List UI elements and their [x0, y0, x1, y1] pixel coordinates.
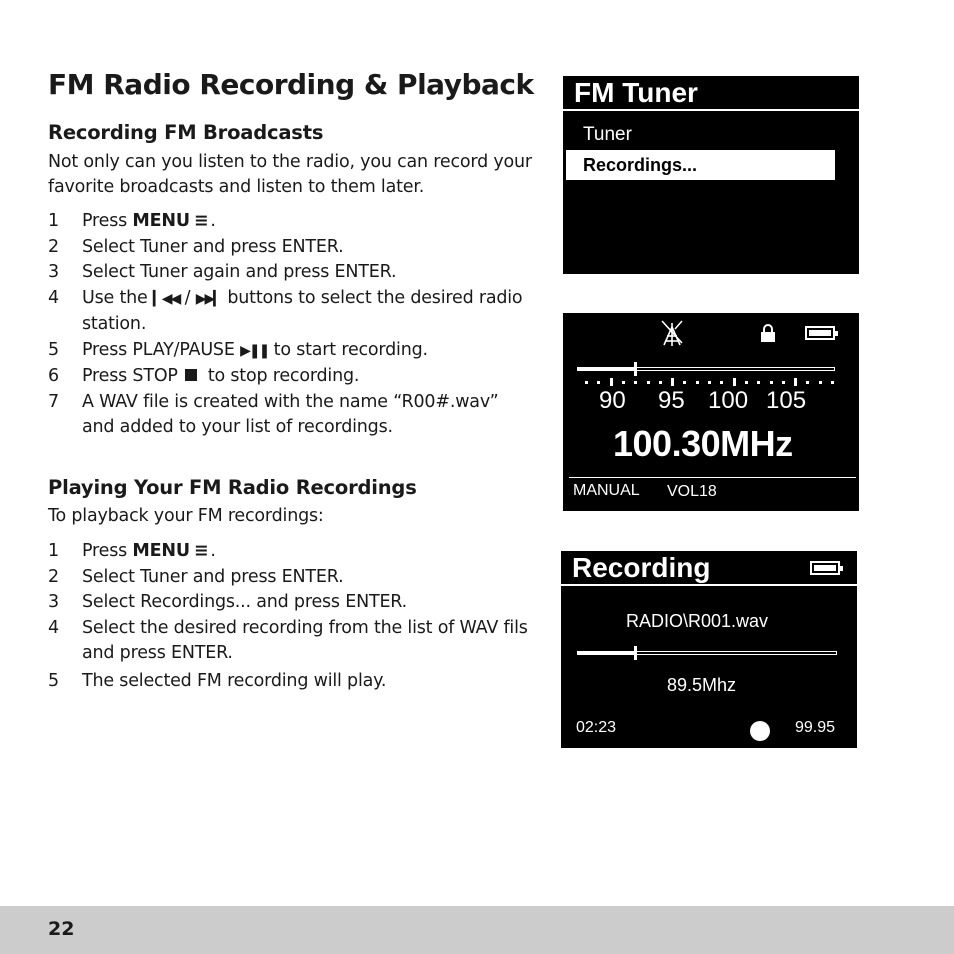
recording-filename: RADIO\R001.wav [626, 611, 769, 631]
remaining-value: 99.95 [795, 719, 836, 736]
scale-tick [585, 381, 588, 384]
frequency-display: 100.30MHz [613, 423, 793, 464]
list-item: 2 Select Tuner and press ENTER. [48, 236, 344, 257]
tuner-screen [563, 313, 859, 511]
scale-tick [597, 381, 600, 384]
section-intro-recording: Not only can you listen to the radio, you can record your favorite broadcasts and listen to them later. [48, 152, 532, 197]
scale-tick [794, 378, 797, 386]
recording-progress [577, 651, 837, 655]
battery-icon [810, 561, 840, 575]
scale-tick [770, 381, 773, 384]
list-item: 7 A WAV file is created with the name “R00#.wav” and added to your list of recordings. [48, 391, 499, 437]
scale-tick [671, 378, 674, 386]
scale-tick [622, 381, 625, 384]
scale-tick [696, 381, 699, 384]
menu-icon: ≡ [193, 211, 209, 231]
tuning-knob[interactable] [634, 362, 637, 376]
list-item: 5 Press PLAY/PAUSE ▶❚❚ to start recording. [48, 339, 428, 360]
volume-level: VOL18 [667, 483, 717, 500]
tuning-mode: MANUAL [573, 482, 640, 499]
list-item: 5 The selected FM recording will play. [48, 670, 387, 691]
scale-label-105: 105 [766, 387, 807, 414]
recording-steps [48, 209, 528, 441]
scale-tick [733, 378, 736, 386]
scale-tick [757, 381, 760, 384]
screen-title: Recording [572, 552, 711, 583]
recording-screen [561, 551, 857, 748]
screen-title-bar [563, 76, 859, 111]
fm-tuner-menu-screen [563, 76, 859, 274]
next-track-icon: ▶▶▎ [195, 290, 222, 307]
screen-title: FM Tuner [574, 77, 698, 108]
list-item: 1 Press MENU ≡ . [48, 539, 528, 565]
list-item: 1 Press MENU ≡ . [48, 209, 528, 235]
list-item: 3 Select Recordings... and press ENTER. [48, 592, 408, 612]
scale-tick [819, 381, 822, 384]
antenna-icon [659, 319, 685, 347]
divider [569, 477, 856, 478]
list-item: 2 Select Tuner and press ENTER. [48, 566, 344, 587]
scale-label-95: 95 [658, 387, 685, 414]
scale-tick [708, 381, 711, 384]
previous-track-icon: ▎◀◀ [152, 290, 180, 307]
section-intro-playing: To playback your FM recordings: [48, 506, 324, 526]
scale-tick [634, 381, 637, 384]
scale-tick [659, 381, 662, 384]
scale-tick [806, 381, 809, 384]
scale-tick [831, 381, 834, 384]
battery-icon [805, 326, 835, 340]
scale-tick [720, 381, 723, 384]
play-pause-icon: ▶❚❚ [240, 342, 269, 359]
progress-knob [634, 646, 637, 660]
scale-tick [683, 381, 686, 384]
record-icon [750, 721, 770, 741]
list-item: 4 Use the ▎◀◀ / ▶▶▎ buttons to select the desired radio station. [48, 287, 523, 334]
section-heading-playing: Playing Your FM Radio Recordings [48, 476, 417, 499]
scale-label-90: 90 [599, 387, 626, 414]
scale-label-100: 100 [708, 387, 749, 414]
list-item: 6 Press STOP to stop recording. [48, 366, 360, 386]
menu-item-recordings[interactable]: Recordings... [566, 150, 835, 180]
section-heading-recording: Recording FM Broadcasts [48, 121, 324, 144]
page-title: FM Radio Recording & Playback [48, 68, 534, 101]
menu-icon: ≡ [193, 541, 209, 561]
page-footer [0, 906, 954, 954]
stop-icon [185, 369, 197, 381]
recording-frequency: 89.5Mhz [667, 675, 737, 695]
scale-tick [647, 381, 650, 384]
lock-icon [760, 323, 776, 343]
screen-title-bar [561, 551, 857, 586]
menu-item-tuner[interactable]: Tuner [583, 124, 632, 145]
list-item: 3 Select Tuner again and press ENTER. [48, 262, 397, 282]
list-item: 4 Select the desired recording from the list of WAV fils and press ENTER. [48, 617, 528, 663]
page-number: 22 [48, 918, 75, 940]
tuning-slider[interactable] [577, 367, 835, 371]
playing-steps [48, 539, 528, 694]
scale-tick [782, 381, 785, 384]
scale-tick [610, 378, 613, 386]
elapsed-time: 02:23 [576, 719, 617, 736]
scale-tick [745, 381, 748, 384]
